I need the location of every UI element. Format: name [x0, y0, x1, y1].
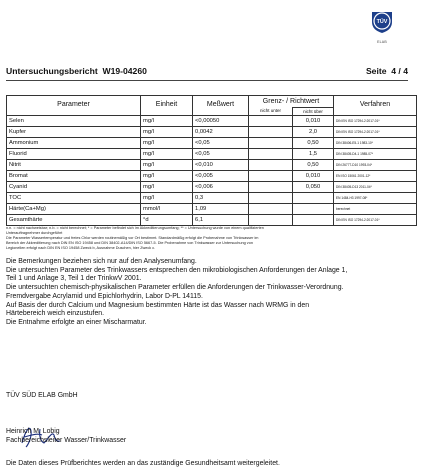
cell-unit: °d [141, 215, 193, 226]
table-row [7, 160, 417, 171]
cell-method: berechnet [334, 204, 417, 215]
cell-param: TOC [7, 193, 141, 204]
cell-value: <0,05 [193, 149, 249, 160]
cell-hi: 0,050 [293, 182, 334, 193]
cell-unit: mg/l [141, 138, 193, 149]
cell-value: <0,005 [193, 171, 249, 182]
cell-value: 6,1 [193, 215, 249, 226]
remark-line: Die Entnahme erfolgte an einer Mischarmatur. [6, 318, 147, 326]
table-row [7, 171, 417, 182]
cell-method: DIN EN ISO 17294-2:2017-01* [334, 116, 417, 127]
remark-line: Teil 1 und Anlage 3, Teil 1 der TrinkwV 2001. [6, 275, 142, 283]
cell-hi: 1,5 [293, 149, 334, 160]
remark-line: Die untersuchten Parameter des Trinkwassers entsprechen den mikrobiologischen Anforderungen der Anlage 1, [6, 266, 348, 274]
cell-hi: 2,0 [293, 127, 334, 138]
cell-hi: 0,010 [293, 116, 334, 127]
footnote: Legionellen erfolgt nach DIN EN ISO 19458 Zweck b, Ausnahme Duschen, hier Zweck c. [6, 246, 156, 250]
cell-unit: mg/l [141, 171, 193, 182]
cell-unit: mmol/l [141, 204, 193, 215]
logo-brand: TÜV [376, 18, 388, 25]
cell-lo [249, 116, 293, 127]
signer [6, 428, 126, 445]
cell-param: Ammonium [7, 138, 141, 149]
cell-value: <0,006 [193, 182, 249, 193]
cell-unit: mg/l [141, 149, 193, 160]
tuv-seal-icon [369, 8, 395, 34]
remark-line: Härtebereich weich einzustufen. [6, 310, 105, 318]
cell-method: EN 1484-H3 1997-08* [334, 193, 417, 204]
col-unit: Einheit [141, 96, 193, 116]
cell-lo [249, 215, 293, 226]
cell-param: Nitrit [7, 160, 141, 171]
cell-method: EN ISO 15061 2001-12* [334, 171, 417, 182]
cell-value: 1,09 [193, 204, 249, 215]
table-row [7, 116, 417, 127]
cell-param: Härte(Ca+Mg) [7, 204, 141, 215]
remark-line: Die Bemerkungen beziehen sich nur auf den Analysenumfang. [6, 258, 197, 265]
cell-hi: 0,50 [293, 138, 334, 149]
cell-value: <0,05 [193, 138, 249, 149]
results-table [6, 95, 417, 226]
cell-method: DIN EN ISO 17294-2:2017-01* [334, 215, 417, 226]
cell-lo [249, 182, 293, 193]
remark-line: Fremdvergabe Acrylamid und Epichlorhydrin, Labor D-PL 14115. [6, 292, 203, 300]
cell-method: DIN 38405-D13 2011-04* [334, 182, 417, 193]
cell-param: Kupfer [7, 127, 141, 138]
cell-param: Bromat [7, 171, 141, 182]
remarks [6, 258, 418, 328]
remark-line: Die untersuchten chemisch-physikalischen Parameter erfüllen die Anforderungen der Trinkwasser-Verordnung. [6, 284, 344, 292]
closing-note: Die Daten dieses Prüfberichtes werden an das zuständige Gesundheitsamt weitergeleitet. [6, 460, 280, 467]
signer-title: Fachbereichsleiter Wasser/Trinkwasser [6, 436, 127, 444]
cell-hi [293, 215, 334, 226]
table-row [7, 215, 417, 226]
cell-unit: mg/l [141, 127, 193, 138]
cell-param: Fluorid [7, 149, 141, 160]
remark-line: Auf Basis der durch Calcium und Magnesium bestimmten Härte ist das Wasser nach WRMG in den [6, 301, 310, 309]
signer-name: Heinrich M. Lobig [6, 428, 60, 435]
cell-method: DIN EN ISO 17294-2:2017-01* [334, 127, 417, 138]
cell-param: Selen [7, 116, 141, 127]
cell-lo [249, 193, 293, 204]
cell-method: DIN 38406-E5-1 1983-10* [334, 138, 417, 149]
footnotes [6, 226, 416, 251]
cell-lo [249, 204, 293, 215]
cell-unit: mg/l [141, 193, 193, 204]
footnote: Unterauftragnehmer durchgeführt [6, 231, 63, 235]
cell-lo [249, 138, 293, 149]
cell-method: DIN 38405-D4-1 1985-07* [334, 149, 417, 160]
cell-lo [249, 149, 293, 160]
cell-lo [249, 171, 293, 182]
table-row [7, 138, 417, 149]
cell-value: 0,3 [193, 193, 249, 204]
table-header-row [7, 96, 417, 108]
cell-unit: mg/l [141, 182, 193, 193]
cell-lo [249, 127, 293, 138]
col-limit-lo: nicht unter [249, 108, 293, 116]
cell-hi [293, 204, 334, 215]
cell-hi: 0,010 [293, 171, 334, 182]
cell-param: Cyanid [7, 182, 141, 193]
col-parameter: Parameter [7, 96, 141, 116]
cell-lo [249, 160, 293, 171]
col-method: Verfahren [334, 96, 417, 116]
cell-value: <0,00050 [193, 116, 249, 127]
logo-sub: ELAB [377, 40, 387, 44]
col-limit-hi: nicht über [293, 108, 334, 116]
cell-param: Gesamthärte [7, 215, 141, 226]
col-limit: Grenz- / Richtwert [249, 96, 334, 108]
footnote: n.n. = nicht nachweisbar; n.b. = nicht berechnet; * = Parameter befindet sich im Akkreditierungsumfang; ** = Untersuchung wurde von einem qualifizierten [6, 226, 264, 230]
header-rule [6, 80, 408, 81]
table-row [7, 193, 417, 204]
tuv-logo [369, 8, 395, 44]
cell-unit: mg/l [141, 116, 193, 127]
footnote: Die Parameter Wassertemperatur und freies Chlor werden routinemäßig vor Ort bestimmt. Standardmäßig erfolgt die Probenahme von Trinkwasser im [6, 236, 259, 240]
cell-value: 0,0042 [193, 127, 249, 138]
cell-unit: mg/l [141, 160, 193, 171]
table-row [7, 182, 417, 193]
footnote: Bereich der Akkreditierung nach DIN EN ISO 19458 und DIN 38402-A14/DIN ISO 5667-5. Die Probenahme von Trinkwasser zur Untersuchung von [6, 241, 253, 245]
cell-hi [293, 193, 334, 204]
col-value: Meßwert [193, 96, 249, 116]
company-name: TÜV SÜD ELAB GmbH [6, 392, 78, 399]
page-number: Seite 4 / 4 [365, 66, 408, 76]
table-row [7, 127, 417, 138]
table-row [7, 149, 417, 160]
report-title: Untersuchungsbericht W19-04260 [6, 66, 147, 76]
cell-value: <0,010 [193, 160, 249, 171]
cell-hi: 0,50 [293, 160, 334, 171]
report-header [6, 66, 408, 76]
cell-method: DIN 26777-D10 1993-04* [334, 160, 417, 171]
table-row [7, 204, 417, 215]
